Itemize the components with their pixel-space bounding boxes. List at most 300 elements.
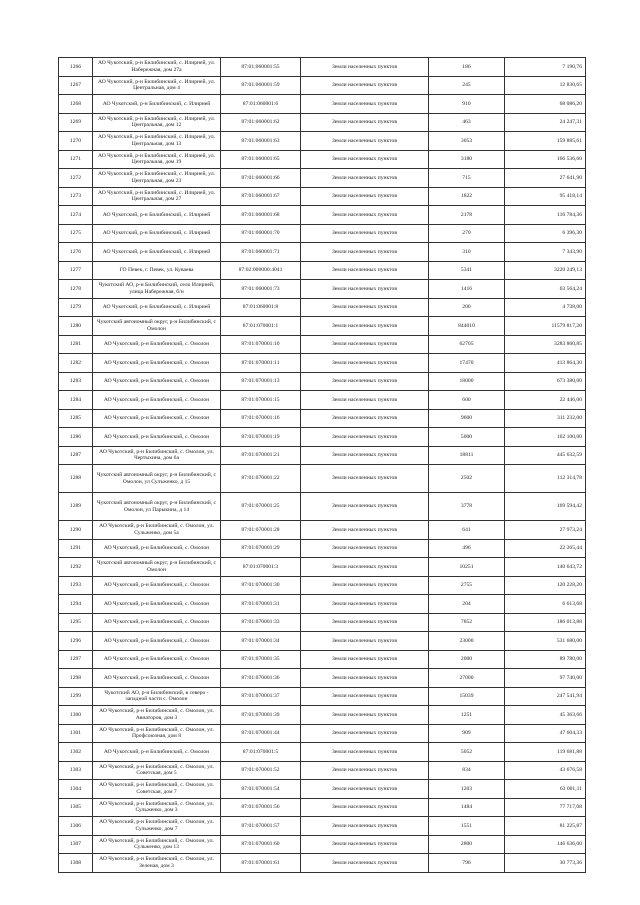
- address-cell: АО Чукотский, р-н Билибинский, с. Омолон: [93, 372, 221, 391]
- cadastral-number-cell: 87:01:070001:44: [221, 724, 301, 743]
- row-number: 1292: [59, 558, 93, 577]
- row-number: 1290: [59, 521, 93, 540]
- land-category-cell: Земли населенных пунктов: [301, 76, 429, 95]
- area-cell: 1251: [429, 706, 505, 725]
- cadastral-cost-cell: 81 225,87: [505, 817, 586, 836]
- cadastral-number-cell: 87:01:070001:36: [221, 669, 301, 688]
- land-category-cell: Земли населенных пунктов: [301, 113, 429, 132]
- address-cell: Чукотский АО, р-н Билибинский, село Илирней, улица Набережная, б/н: [93, 280, 221, 299]
- table-row: [59, 669, 586, 688]
- address-cell: АО Чукотский, р-н Билибинский, с. Омолон: [93, 576, 221, 595]
- row-number: 1271: [59, 150, 93, 169]
- address-cell: АО Чукотский, р-н Билибинский, с. Илирней: [93, 243, 221, 262]
- cadastral-number-cell: 87:01:070001:11: [221, 354, 301, 373]
- area-cell: 1203: [429, 780, 505, 799]
- cadastral-cost-cell: 7 190,76: [505, 58, 586, 77]
- land-category-cell: Земли населенных пунктов: [301, 706, 429, 725]
- address-cell: АО Чукотский, р-н Билибинский, с. Илирней, ул. Центральная, дом 4: [93, 76, 221, 95]
- land-category-cell: Земли населенных пунктов: [301, 243, 429, 262]
- row-number: 1306: [59, 817, 93, 836]
- cadastral-number-cell: 87:01:060001:65: [221, 150, 301, 169]
- table-row: [59, 761, 586, 780]
- row-number: 1286: [59, 428, 93, 447]
- address-cell: АО Чукотский, р-н Билибинский, с. Илирней: [93, 206, 221, 225]
- area-cell: 796: [429, 854, 505, 873]
- table-row: [59, 298, 586, 317]
- area-cell: 1484: [429, 798, 505, 817]
- land-category-cell: Земли населенных пунктов: [301, 132, 429, 151]
- area-cell: 834: [429, 761, 505, 780]
- address-cell: АО Чукотский, р-н Билибинский, с. Омолон, ул. Авиаторов, дом 3: [93, 706, 221, 725]
- cadastral-number-cell: 87:01:070001:60: [221, 835, 301, 854]
- row-number: 1272: [59, 169, 93, 188]
- area-cell: 5000: [429, 428, 505, 447]
- land-plots-table: [58, 57, 586, 873]
- area-cell: 2502: [429, 465, 505, 493]
- cadastral-number-cell: 87:01:060001:6: [221, 95, 301, 114]
- area-cell: 62705: [429, 335, 505, 354]
- cadastral-cost-cell: 119 681,88: [505, 743, 586, 762]
- table-row: [59, 780, 586, 799]
- cadastral-number-cell: 87:01:070001:3: [221, 558, 301, 577]
- row-number: 1277: [59, 261, 93, 280]
- land-category-cell: Земли населенных пунктов: [301, 187, 429, 206]
- table-row: [59, 539, 586, 558]
- row-number: 1280: [59, 317, 93, 336]
- address-cell: АО Чукотский, р-н Билибинский, с. Омолон, ул. Зеленая, дом 3: [93, 854, 221, 873]
- row-number: 1268: [59, 95, 93, 114]
- cadastral-cost-cell: 146 636,00: [505, 835, 586, 854]
- row-number: 1285: [59, 409, 93, 428]
- table-row: [59, 632, 586, 651]
- table-row: [59, 58, 586, 77]
- address-cell: АО Чукотский, р-н Билибинский, с. Омолон: [93, 335, 221, 354]
- address-cell: АО Чукотский, р-н Билибинский, с. Омолон: [93, 613, 221, 632]
- cadastral-cost-cell: 12 830,65: [505, 76, 586, 95]
- cadastral-cost-cell: 120 228,20: [505, 576, 586, 595]
- land-category-cell: Земли населенных пунктов: [301, 391, 429, 410]
- cadastral-number-cell: 87:01:070001:1: [221, 317, 301, 336]
- cadastral-number-cell: 87:01:070001:19: [221, 428, 301, 447]
- area-cell: 2800: [429, 835, 505, 854]
- table-row: [59, 113, 586, 132]
- cadastral-cost-cell: 159 885,61: [505, 132, 586, 151]
- address-cell: АО Чукотский, р-н Билибинский, с. Илирней, ул. Центральная, дом 27: [93, 187, 221, 206]
- table-row: [59, 798, 586, 817]
- cadastral-number-cell: 87:01:070001:25: [221, 493, 301, 521]
- cadastral-number-cell: 87:01:070001:13: [221, 372, 301, 391]
- cadastral-number-cell: 87:01:070001:5: [221, 743, 301, 762]
- land-category-cell: Земли населенных пунктов: [301, 576, 429, 595]
- land-category-cell: Земли населенных пунктов: [301, 743, 429, 762]
- area-cell: 600: [429, 391, 505, 410]
- cadastral-cost-cell: 413 864,30: [505, 354, 586, 373]
- row-number: 1308: [59, 854, 93, 873]
- cadastral-cost-cell: 77 717,08: [505, 798, 586, 817]
- cadastral-cost-cell: 186 013,88: [505, 613, 586, 632]
- table-row: [59, 706, 586, 725]
- land-category-cell: Земли населенных пунктов: [301, 280, 429, 299]
- land-category-cell: Земли населенных пунктов: [301, 613, 429, 632]
- cadastral-cost-cell: 162 100,00: [505, 428, 586, 447]
- table-row: [59, 465, 586, 493]
- cadastral-number-cell: 87:01:070001:15: [221, 391, 301, 410]
- address-cell: АО Чукотский, р-н Билибинский, с. Илирней, ул. Центральная, дом 12: [93, 113, 221, 132]
- table-row: [59, 335, 586, 354]
- cadastral-number-cell: 87:01:070001:52: [221, 761, 301, 780]
- address-cell: АО Чукотский, р-н Билибинский, с. Илирней: [93, 224, 221, 243]
- table-row: [59, 595, 586, 614]
- cadastral-cost-cell: 169 594,42: [505, 493, 586, 521]
- area-cell: 641: [429, 521, 505, 540]
- cadastral-number-cell: 87:01:060001:59: [221, 76, 301, 95]
- area-cell: 200: [429, 298, 505, 317]
- table-row: [59, 261, 586, 280]
- address-cell: АО Чукотский, р-н Билибинский, с. Илирней, ул. Центральная, дом 19: [93, 150, 221, 169]
- address-cell: АО Чукотский, р-н Билибинский, с. Омолон, ул. Советская, дом 5: [93, 761, 221, 780]
- land-category-cell: Земли населенных пунктов: [301, 428, 429, 447]
- cadastral-cost-cell: 112 314,78: [505, 465, 586, 493]
- table-row: [59, 150, 586, 169]
- row-number: 1274: [59, 206, 93, 225]
- row-number: 1300: [59, 706, 93, 725]
- area-cell: 496: [429, 539, 505, 558]
- area-cell: 2178: [429, 206, 505, 225]
- land-category-cell: Земли населенных пунктов: [301, 817, 429, 836]
- address-cell: АО Чукотский, р-н Билибинский, с. Илирней: [93, 95, 221, 114]
- cadastral-number-cell: 87:01:070001:61: [221, 854, 301, 873]
- cadastral-number-cell: 87:01:070001:35: [221, 650, 301, 669]
- land-category-cell: Земли населенных пунктов: [301, 493, 429, 521]
- land-category-cell: Земли населенных пунктов: [301, 261, 429, 280]
- land-category-cell: Земли населенных пунктов: [301, 465, 429, 493]
- cadastral-number-cell: 87:01:070001:16: [221, 409, 301, 428]
- area-cell: 2000: [429, 650, 505, 669]
- cadastral-number-cell: 87:01:070001:34: [221, 632, 301, 651]
- cadastral-cost-cell: 63 001,11: [505, 780, 586, 799]
- land-category-cell: Земли населенных пунктов: [301, 558, 429, 577]
- address-cell: Чукотский автономный округ, р-н Билибинский, с Омолон: [93, 317, 221, 336]
- address-cell: АО Чукотский, р-н Билибинский, с. Омолон: [93, 409, 221, 428]
- cadastral-cost-cell: 45 363,66: [505, 706, 586, 725]
- table-row: [59, 206, 586, 225]
- cadastral-cost-cell: 140 643,72: [505, 558, 586, 577]
- address-cell: АО Чукотский, р-н Билибинский, с. Илирней, ул. Центральная, дом 13: [93, 132, 221, 151]
- cadastral-number-cell: 87:01:070001:10: [221, 335, 301, 354]
- row-number: 1294: [59, 595, 93, 614]
- area-cell: 3053: [429, 132, 505, 151]
- address-cell: Чукотский автономный округ, р-н Билибинский, с Омолон: [93, 558, 221, 577]
- row-number: 1266: [59, 58, 93, 77]
- row-number: 1287: [59, 446, 93, 465]
- land-category-cell: Земли населенных пунктов: [301, 798, 429, 817]
- cadastral-cost-cell: 247 541,94: [505, 687, 586, 706]
- area-cell: 186: [429, 58, 505, 77]
- land-category-cell: Земли населенных пунктов: [301, 150, 429, 169]
- table-row: [59, 76, 586, 95]
- area-cell: 1822: [429, 187, 505, 206]
- cadastral-cost-cell: 47 604,33: [505, 724, 586, 743]
- address-cell: АО Чукотский, р-н Билибинский, с. Омолон: [93, 428, 221, 447]
- row-number: 1282: [59, 354, 93, 373]
- land-category-cell: Земли населенных пунктов: [301, 58, 429, 77]
- row-number: 1303: [59, 761, 93, 780]
- cadastral-number-cell: 87:01:070001:37: [221, 687, 301, 706]
- row-number: 1295: [59, 613, 93, 632]
- row-number: 1284: [59, 391, 93, 410]
- area-cell: 910: [429, 95, 505, 114]
- address-cell: Чукотский автономный округ, р-н Билибинский, с Омолон, ул Сулъженко, д 15: [93, 465, 221, 493]
- area-cell: 1416: [429, 280, 505, 299]
- row-number: 1296: [59, 632, 93, 651]
- area-cell: 270: [429, 224, 505, 243]
- area-cell: 463: [429, 113, 505, 132]
- table-row: [59, 854, 586, 873]
- row-number: 1283: [59, 372, 93, 391]
- row-number: 1307: [59, 835, 93, 854]
- area-cell: 3778: [429, 493, 505, 521]
- table-row: [59, 187, 586, 206]
- row-number: 1276: [59, 243, 93, 262]
- cadastral-number-cell: 87:01:070001:28: [221, 521, 301, 540]
- row-number: 1273: [59, 187, 93, 206]
- land-category-cell: Земли населенных пунктов: [301, 95, 429, 114]
- cadastral-number-cell: 87:01:070001:33: [221, 613, 301, 632]
- cadastral-number-cell: 87:01:070001:22: [221, 465, 301, 493]
- land-category-cell: Земли населенных пунктов: [301, 298, 429, 317]
- cadastral-cost-cell: 24 247,31: [505, 113, 586, 132]
- land-category-cell: Земли населенных пунктов: [301, 669, 429, 688]
- cadastral-number-cell: 87:01:070001:21: [221, 446, 301, 465]
- row-number: 1293: [59, 576, 93, 595]
- cadastral-number-cell: 87:01:060001:62: [221, 113, 301, 132]
- cadastral-number-cell: 87:01:070001:29: [221, 539, 301, 558]
- row-number: 1298: [59, 669, 93, 688]
- land-category-cell: Земли населенных пунктов: [301, 632, 429, 651]
- cadastral-cost-cell: 30 773,36: [505, 854, 586, 873]
- address-cell: АО Чукотский, р-н Билибинский, с. Омолон, ул. Сульженко, дом 3: [93, 798, 221, 817]
- cadastral-number-cell: 87:01:070001:31: [221, 595, 301, 614]
- land-category-cell: Земли населенных пунктов: [301, 372, 429, 391]
- cadastral-cost-cell: 68 086,20: [505, 95, 586, 114]
- address-cell: АО Чукотский, р-н Билибинский, с. Омолон: [93, 650, 221, 669]
- table-row: [59, 493, 586, 521]
- table-row: [59, 372, 586, 391]
- land-category-cell: Земли населенных пунктов: [301, 354, 429, 373]
- address-cell: АО Чукотский, р-н Билибинский, с. Омолон: [93, 539, 221, 558]
- address-cell: АО Чукотский, р-н Билибинский, с. Омолон: [93, 669, 221, 688]
- row-number: 1278: [59, 280, 93, 299]
- cadastral-cost-cell: 63 564,24: [505, 280, 586, 299]
- cadastral-number-cell: 87:01:060001:66: [221, 169, 301, 188]
- land-category-cell: Земли населенных пунктов: [301, 224, 429, 243]
- cadastral-number-cell: 87:01:060001:8: [221, 298, 301, 317]
- row-number: 1305: [59, 798, 93, 817]
- table-row: [59, 224, 586, 243]
- table-row: [59, 169, 586, 188]
- table-row: [59, 391, 586, 410]
- cadastral-cost-cell: 43 676,58: [505, 761, 586, 780]
- cadastral-cost-cell: 27 973,24: [505, 521, 586, 540]
- cadastral-cost-cell: 445 632,59: [505, 446, 586, 465]
- land-category-cell: Земли населенных пунктов: [301, 446, 429, 465]
- table-row: [59, 576, 586, 595]
- address-cell: АО Чукотский, р-н Билибинский, с. Омолон: [93, 743, 221, 762]
- cadastral-cost-cell: 311 232,00: [505, 409, 586, 428]
- area-cell: 18811: [429, 446, 505, 465]
- cadastral-number-cell: 87:01:070001:56: [221, 798, 301, 817]
- table-row: [59, 317, 586, 336]
- area-cell: 2755: [429, 576, 505, 595]
- table-row: [59, 409, 586, 428]
- cadastral-cost-cell: 6 396,30: [505, 224, 586, 243]
- area-cell: 3180: [429, 150, 505, 169]
- cadastral-number-cell: 87:01:060001:68: [221, 206, 301, 225]
- table-row: [59, 428, 586, 447]
- address-cell: АО Чукотский, р-н Билибинский, с. Омолон: [93, 354, 221, 373]
- area-cell: 5052: [429, 743, 505, 762]
- land-category-cell: Земли населенных пунктов: [301, 521, 429, 540]
- address-cell: АО Чукотский, р-н Билибинский, с. Омолон, ул. Сульженко, дом 5а: [93, 521, 221, 540]
- area-cell: 18000: [429, 372, 505, 391]
- area-cell: 1551: [429, 817, 505, 836]
- row-number: 1291: [59, 539, 93, 558]
- cadastral-cost-cell: 3220 249,13: [505, 261, 586, 280]
- table-row: [59, 446, 586, 465]
- table-row: [59, 613, 586, 632]
- cadastral-cost-cell: 116 784,36: [505, 206, 586, 225]
- land-category-cell: Земли населенных пунктов: [301, 317, 429, 336]
- cadastral-number-cell: 87:01:070001:57: [221, 817, 301, 836]
- address-cell: Чукотский автономный округ, р-н Билибинский, с Омолон, ул Парыкина, д 14: [93, 493, 221, 521]
- cadastral-number-cell: 87:01:060001:73: [221, 280, 301, 299]
- area-cell: 17470: [429, 354, 505, 373]
- land-category-cell: Земли населенных пунктов: [301, 335, 429, 354]
- row-number: 1297: [59, 650, 93, 669]
- cadastral-number-cell: 87:01:070001:39: [221, 706, 301, 725]
- address-cell: Чукотский АО, р-н Билибинский, в северо - западной части с. Омолон: [93, 687, 221, 706]
- address-cell: АО Чукотский, р-н Билибинский, с. Омолон, ул. Чертыхина, дом 6а: [93, 446, 221, 465]
- row-number: 1270: [59, 132, 93, 151]
- cadastral-number-cell: 87:01:060001:63: [221, 132, 301, 151]
- area-cell: 7852: [429, 613, 505, 632]
- row-number: 1302: [59, 743, 93, 762]
- cadastral-cost-cell: 7 343,90: [505, 243, 586, 262]
- table-row: [59, 743, 586, 762]
- table-row: [59, 243, 586, 262]
- area-cell: 27000: [429, 669, 505, 688]
- table-row: [59, 650, 586, 669]
- land-category-cell: Земли населенных пунктов: [301, 206, 429, 225]
- address-cell: АО Чукотский, р-н Билибинский, с. Омолон, ул. Сульженко, дом 13: [93, 835, 221, 854]
- cadastral-number-cell: 87:01:060001:70: [221, 224, 301, 243]
- address-cell: АО Чукотский, р-н Билибинский, с. Омолон, ул. Сульженко, дом 7: [93, 817, 221, 836]
- cadastral-cost-cell: 22 265,44: [505, 539, 586, 558]
- cadastral-cost-cell: 4 738,00: [505, 298, 586, 317]
- cadastral-cost-cell: 11579 817,20: [505, 317, 586, 336]
- cadastral-number-cell: 87:01:060001:55: [221, 58, 301, 77]
- cadastral-cost-cell: 3283 860,85: [505, 335, 586, 354]
- land-category-cell: Земли населенных пунктов: [301, 539, 429, 558]
- address-cell: АО Чукотский, р-н Билибинский, с. Омолон, ул. Профсоюзная, дом 8: [93, 724, 221, 743]
- land-category-cell: Земли населенных пунктов: [301, 169, 429, 188]
- area-cell: 715: [429, 169, 505, 188]
- table-row: [59, 687, 586, 706]
- address-cell: АО Чукотский, р-н Билибинский, с. Омолон: [93, 391, 221, 410]
- land-category-cell: Земли населенных пунктов: [301, 687, 429, 706]
- row-number: 1289: [59, 493, 93, 521]
- cadastral-number-cell: 87:02:000000:4041: [221, 261, 301, 280]
- table-row: [59, 724, 586, 743]
- table-row: [59, 95, 586, 114]
- land-category-cell: Земли населенных пунктов: [301, 854, 429, 873]
- land-category-cell: Земли населенных пунктов: [301, 724, 429, 743]
- cadastral-cost-cell: 166 536,60: [505, 150, 586, 169]
- land-category-cell: Земли населенных пунктов: [301, 409, 429, 428]
- cadastral-cost-cell: 531 680,00: [505, 632, 586, 651]
- cadastral-cost-cell: 22 446,00: [505, 391, 586, 410]
- row-number: 1299: [59, 687, 93, 706]
- cadastral-cost-cell: 6 613,68: [505, 595, 586, 614]
- area-cell: 909: [429, 724, 505, 743]
- land-category-cell: Земли населенных пунктов: [301, 835, 429, 854]
- table-row: [59, 835, 586, 854]
- table-row: [59, 132, 586, 151]
- cadastral-number-cell: 87:01:070001:54: [221, 780, 301, 799]
- address-cell: АО Чукотский, р-н Билибинский, с. Омолон: [93, 595, 221, 614]
- area-cell: 9600: [429, 409, 505, 428]
- row-number: 1279: [59, 298, 93, 317]
- cadastral-number-cell: 87:01:060001:71: [221, 243, 301, 262]
- cadastral-number-cell: 87:01:070001:30: [221, 576, 301, 595]
- cadastral-cost-cell: 95 418,14: [505, 187, 586, 206]
- cadastral-cost-cell: 97 740,00: [505, 669, 586, 688]
- address-cell: АО Чукотский, р-н Билибинский, с. Омолон, ул. Советская, дом 7: [93, 780, 221, 799]
- land-category-cell: Земли населенных пунктов: [301, 595, 429, 614]
- row-number: 1281: [59, 335, 93, 354]
- address-cell: АО Чукотский, р-н Билибинский, с. Илирней, ул. Набережная, дом 27а: [93, 58, 221, 77]
- area-cell: 15039: [429, 687, 505, 706]
- area-cell: 5341: [429, 261, 505, 280]
- table-body: [59, 58, 586, 873]
- cadastral-cost-cell: 89 780,00: [505, 650, 586, 669]
- table-row: [59, 521, 586, 540]
- address-cell: АО Чукотский, р-н Билибинский, с. Илирней: [93, 298, 221, 317]
- row-number: 1269: [59, 113, 93, 132]
- row-number: 1301: [59, 724, 93, 743]
- area-cell: 310: [429, 243, 505, 262]
- row-number: 1275: [59, 224, 93, 243]
- area-cell: 10251: [429, 558, 505, 577]
- row-number: 1304: [59, 780, 93, 799]
- land-category-cell: Земли населенных пунктов: [301, 650, 429, 669]
- cadastral-cost-cell: 27 641,90: [505, 169, 586, 188]
- area-cell: 23000: [429, 632, 505, 651]
- address-cell: АО Чукотский, р-н Билибинский, с. Омолон: [93, 632, 221, 651]
- area-cell: 204: [429, 595, 505, 614]
- land-category-cell: Земли населенных пунктов: [301, 780, 429, 799]
- row-number: 1267: [59, 76, 93, 95]
- row-number: 1288: [59, 465, 93, 493]
- table-row: [59, 280, 586, 299]
- land-category-cell: Земли населенных пунктов: [301, 761, 429, 780]
- cadastral-number-cell: 87:01:060001:67: [221, 187, 301, 206]
- table-row: [59, 558, 586, 577]
- table-row: [59, 817, 586, 836]
- address-cell: АО Чукотский, р-н Билибинский, с. Илирней, ул. Центральная, дом 23: [93, 169, 221, 188]
- area-cell: 245: [429, 76, 505, 95]
- table-row: [59, 354, 586, 373]
